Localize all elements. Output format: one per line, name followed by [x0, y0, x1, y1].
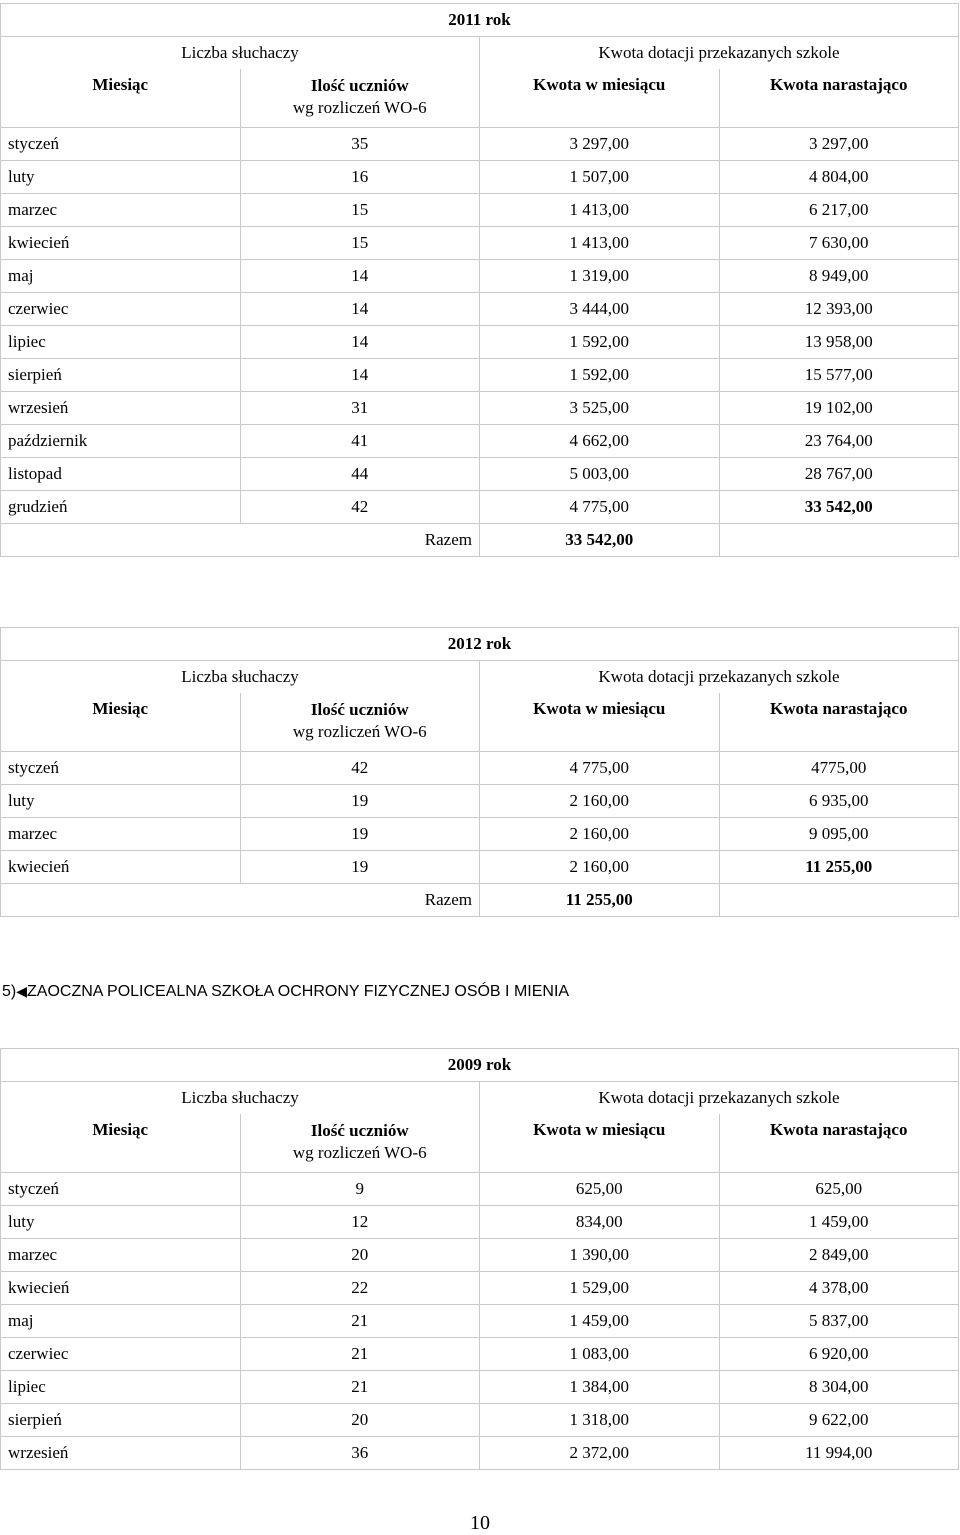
- total-empty-cell: [719, 524, 959, 557]
- month-cell: październik: [1, 425, 241, 458]
- students-header-line1: Ilość uczniów: [310, 1121, 409, 1140]
- monthly-amount-cell: 1 384,00: [480, 1371, 720, 1404]
- total-empty-cell: [719, 884, 959, 917]
- group-header-row: [1, 1082, 959, 1115]
- students-header-line2: wg rozliczeń WO-6: [292, 98, 427, 117]
- table-row: [1, 392, 959, 425]
- section-title-text: ZAOCZNA POLICEALNA SZKOŁA OCHRONY FIZYCZNEJ OSÓB I MIENIA: [27, 983, 570, 1000]
- subsidy-group-header: Kwota dotacji przekazanych szkole: [480, 1082, 959, 1115]
- column-header-row: [1, 69, 959, 128]
- table-row: [1, 1239, 959, 1272]
- students-group-header: Liczba słuchaczy: [1, 37, 480, 70]
- students-count-cell: 9: [240, 1173, 480, 1206]
- students-group-header: Liczba słuchaczy: [1, 1082, 480, 1115]
- students-column-header: [240, 1114, 480, 1173]
- table-row: [1, 1437, 959, 1470]
- total-value: 11 255,00: [480, 884, 720, 917]
- cumulative-amount-column-header: Kwota narastająco: [719, 693, 959, 752]
- year-header-row: [1, 1049, 959, 1082]
- students-count-cell: 12: [240, 1206, 480, 1239]
- group-header-row: [1, 37, 959, 70]
- page-number: 10: [470, 1512, 490, 1534]
- month-cell: lipiec: [1, 1371, 241, 1404]
- month-cell: grudzień: [1, 491, 241, 524]
- month-cell: wrzesień: [1, 392, 241, 425]
- total-row: [1, 524, 959, 557]
- total-row: [1, 884, 959, 917]
- students-count-cell: 14: [240, 293, 480, 326]
- students-count-cell: 21: [240, 1305, 480, 1338]
- month-column-header: Miesiąc: [1, 693, 241, 752]
- table-row: [1, 818, 959, 851]
- monthly-amount-cell: 1 459,00: [480, 1305, 720, 1338]
- students-count-cell: 16: [240, 161, 480, 194]
- table-row: [1, 785, 959, 818]
- cumulative-amount-cell: 1 459,00: [719, 1206, 959, 1239]
- table-row: [1, 161, 959, 194]
- students-count-cell: 14: [240, 260, 480, 293]
- column-header-row: [1, 1114, 959, 1173]
- subsidy-table-2009: [0, 1048, 959, 1470]
- cumulative-amount-cell: 15 577,00: [719, 359, 959, 392]
- table-year-title: 2011 rok: [1, 4, 959, 37]
- cumulative-amount-column-header: Kwota narastająco: [719, 69, 959, 128]
- year-header-row: [1, 628, 959, 661]
- cumulative-amount-cell: 6 920,00: [719, 1338, 959, 1371]
- table-row: [1, 1371, 959, 1404]
- monthly-amount-cell: 1 413,00: [480, 227, 720, 260]
- students-header-line2: wg rozliczeń WO-6: [292, 1143, 427, 1162]
- table-row: [1, 1338, 959, 1371]
- cumulative-amount-cell: 3 297,00: [719, 128, 959, 161]
- month-cell: czerwiec: [1, 1338, 241, 1371]
- cumulative-amount-cell: 8 304,00: [719, 1371, 959, 1404]
- monthly-amount-column-header: Kwota w miesiącu: [480, 693, 720, 752]
- table-row: [1, 260, 959, 293]
- month-cell: kwiecień: [1, 227, 241, 260]
- students-count-cell: 41: [240, 425, 480, 458]
- students-column-header: [240, 69, 480, 128]
- students-count-cell: 22: [240, 1272, 480, 1305]
- students-count-cell: 15: [240, 194, 480, 227]
- subsidy-group-header: Kwota dotacji przekazanych szkole: [480, 661, 959, 694]
- cumulative-amount-cell: 19 102,00: [719, 392, 959, 425]
- group-header-row: [1, 661, 959, 694]
- students-count-cell: 44: [240, 458, 480, 491]
- monthly-amount-cell: 1 592,00: [480, 359, 720, 392]
- month-cell: styczeń: [1, 1173, 241, 1206]
- month-cell: luty: [1, 785, 241, 818]
- subsidy-table-2012: [0, 627, 959, 917]
- cumulative-amount-cell: 28 767,00: [719, 458, 959, 491]
- month-cell: marzec: [1, 818, 241, 851]
- monthly-amount-cell: 3 525,00: [480, 392, 720, 425]
- month-column-header: Miesiąc: [1, 69, 241, 128]
- cumulative-amount-cell: 6 217,00: [719, 194, 959, 227]
- students-count-cell: 21: [240, 1338, 480, 1371]
- section-number: 5): [2, 983, 17, 1000]
- month-cell: maj: [1, 1305, 241, 1338]
- table-row: [1, 326, 959, 359]
- cumulative-amount-column-header: Kwota narastająco: [719, 1114, 959, 1173]
- table-row: [1, 1206, 959, 1239]
- monthly-amount-cell: 1 413,00: [480, 194, 720, 227]
- month-cell: luty: [1, 161, 241, 194]
- students-count-cell: 20: [240, 1404, 480, 1437]
- subsidy-group-header: Kwota dotacji przekazanych szkole: [480, 37, 959, 70]
- students-column-header: [240, 693, 480, 752]
- students-count-cell: 35: [240, 128, 480, 161]
- monthly-amount-cell: 1 318,00: [480, 1404, 720, 1437]
- table-row: [1, 425, 959, 458]
- month-cell: sierpień: [1, 1404, 241, 1437]
- table-row: [1, 752, 959, 785]
- table-row: [1, 359, 959, 392]
- table-row: [1, 227, 959, 260]
- month-cell: marzec: [1, 194, 241, 227]
- monthly-amount-cell: 1 390,00: [480, 1239, 720, 1272]
- cumulative-amount-cell: 33 542,00: [719, 491, 959, 524]
- cumulative-amount-cell: 9 095,00: [719, 818, 959, 851]
- table-row: [1, 491, 959, 524]
- students-count-cell: 31: [240, 392, 480, 425]
- table-row: [1, 128, 959, 161]
- year-header-row: [1, 4, 959, 37]
- monthly-amount-cell: 1 507,00: [480, 161, 720, 194]
- students-count-cell: 42: [240, 491, 480, 524]
- table-row: [1, 851, 959, 884]
- cumulative-amount-cell: 13 958,00: [719, 326, 959, 359]
- students-count-cell: 20: [240, 1239, 480, 1272]
- students-count-cell: 21: [240, 1371, 480, 1404]
- month-cell: czerwiec: [1, 293, 241, 326]
- cumulative-amount-cell: 9 622,00: [719, 1404, 959, 1437]
- monthly-amount-cell: 2 372,00: [480, 1437, 720, 1470]
- month-cell: listopad: [1, 458, 241, 491]
- month-cell: lipiec: [1, 326, 241, 359]
- students-count-cell: 19: [240, 851, 480, 884]
- monthly-amount-cell: 4 775,00: [480, 491, 720, 524]
- table-row: [1, 1173, 959, 1206]
- students-count-cell: 14: [240, 326, 480, 359]
- month-cell: kwiecień: [1, 851, 241, 884]
- students-group-header: Liczba słuchaczy: [1, 661, 480, 694]
- students-count-cell: 19: [240, 818, 480, 851]
- monthly-amount-cell: 1 083,00: [480, 1338, 720, 1371]
- cumulative-amount-cell: 2 849,00: [719, 1239, 959, 1272]
- table-row: [1, 194, 959, 227]
- table-row: [1, 458, 959, 491]
- cumulative-amount-cell: 625,00: [719, 1173, 959, 1206]
- month-cell: maj: [1, 260, 241, 293]
- monthly-amount-cell: 4 775,00: [480, 752, 720, 785]
- cumulative-amount-cell: 6 935,00: [719, 785, 959, 818]
- total-value: 33 542,00: [480, 524, 720, 557]
- cumulative-amount-cell: 4 378,00: [719, 1272, 959, 1305]
- monthly-amount-cell: 4 662,00: [480, 425, 720, 458]
- table-row: [1, 1272, 959, 1305]
- monthly-amount-cell: 5 003,00: [480, 458, 720, 491]
- monthly-amount-cell: 3 444,00: [480, 293, 720, 326]
- left-triangle-icon: ◀: [16, 983, 28, 999]
- subsidy-table-2011: [0, 3, 959, 557]
- cumulative-amount-cell: 7 630,00: [719, 227, 959, 260]
- cumulative-amount-cell: 11 255,00: [719, 851, 959, 884]
- cumulative-amount-cell: 4775,00: [719, 752, 959, 785]
- month-cell: marzec: [1, 1239, 241, 1272]
- monthly-amount-cell: 2 160,00: [480, 785, 720, 818]
- students-count-cell: 42: [240, 752, 480, 785]
- month-cell: wrzesień: [1, 1437, 241, 1470]
- table-year-title: 2009 rok: [1, 1049, 959, 1082]
- students-count-cell: 14: [240, 359, 480, 392]
- students-count-cell: 36: [240, 1437, 480, 1470]
- monthly-amount-cell: 1 319,00: [480, 260, 720, 293]
- cumulative-amount-cell: 23 764,00: [719, 425, 959, 458]
- table-row: [1, 1305, 959, 1338]
- cumulative-amount-cell: 12 393,00: [719, 293, 959, 326]
- table-row: [1, 293, 959, 326]
- cumulative-amount-cell: 5 837,00: [719, 1305, 959, 1338]
- month-cell: sierpień: [1, 359, 241, 392]
- table-year-title: 2012 rok: [1, 628, 959, 661]
- monthly-amount-column-header: Kwota w miesiącu: [480, 69, 720, 128]
- students-count-cell: 19: [240, 785, 480, 818]
- monthly-amount-cell: 834,00: [480, 1206, 720, 1239]
- monthly-amount-cell: 2 160,00: [480, 851, 720, 884]
- total-label: Razem: [1, 884, 480, 917]
- table-row: [1, 1404, 959, 1437]
- month-cell: styczeń: [1, 128, 241, 161]
- total-label: Razem: [1, 524, 480, 557]
- students-header-line2: wg rozliczeń WO-6: [292, 722, 427, 741]
- column-header-row: [1, 693, 959, 752]
- monthly-amount-cell: 3 297,00: [480, 128, 720, 161]
- monthly-amount-cell: 2 160,00: [480, 818, 720, 851]
- cumulative-amount-cell: 4 804,00: [719, 161, 959, 194]
- monthly-amount-column-header: Kwota w miesiącu: [480, 1114, 720, 1173]
- month-cell: kwiecień: [1, 1272, 241, 1305]
- monthly-amount-cell: 625,00: [480, 1173, 720, 1206]
- month-cell: styczeń: [1, 752, 241, 785]
- monthly-amount-cell: 1 529,00: [480, 1272, 720, 1305]
- month-cell: luty: [1, 1206, 241, 1239]
- students-count-cell: 15: [240, 227, 480, 260]
- cumulative-amount-cell: 8 949,00: [719, 260, 959, 293]
- month-column-header: Miesiąc: [1, 1114, 241, 1173]
- students-header-line1: Ilość uczniów: [310, 76, 409, 95]
- monthly-amount-cell: 1 592,00: [480, 326, 720, 359]
- section-heading: [2, 983, 569, 1001]
- cumulative-amount-cell: 11 994,00: [719, 1437, 959, 1470]
- students-header-line1: Ilość uczniów: [310, 700, 409, 719]
